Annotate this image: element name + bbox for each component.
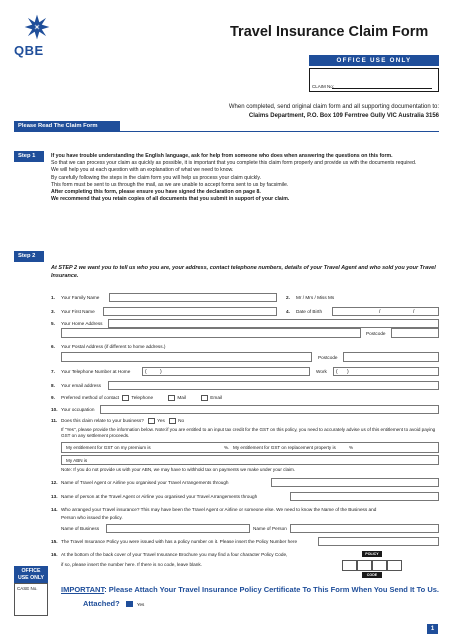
q5-label: Your Home Address [61,321,103,326]
q13-label: Name of person at the Travel Agent or Airline you organised your Travel Arrangements through [61,494,258,499]
q4-row [286,309,322,315]
q12-label: Name of Travel Agent or Airline you organised your Travel Arrangements through [61,480,229,485]
paren: ( [145,369,147,375]
q15-row [51,539,297,545]
read-carefully-bar: Please Read The Claim Form Carefully [14,121,120,131]
attached-label: Attached? [83,599,120,608]
family-name-input[interactable] [109,293,277,302]
divider [14,131,439,132]
contact-mail-label: Mail [177,395,186,401]
q13-number: 13. [51,494,58,499]
contact-email-label: Email [210,395,223,401]
title-options[interactable]: Mr / Mrs / Miss Ms [296,295,335,300]
code-badge: CODE [362,572,382,578]
sidebar-office-line2: USE ONLY [17,574,45,581]
postal-postcode-label: Postcode [318,355,338,360]
paren: ) [347,369,349,375]
step1-instructions [51,153,439,203]
q4-label: Date of Birth [296,309,323,314]
work-phone-label: Work [316,369,327,374]
sidebar-office-line1: OFFICE [21,567,41,574]
q7-number: 7. [51,369,55,374]
q13-row [51,494,257,500]
qbe-logo [14,14,64,59]
business-name-label: Name of Business [61,526,100,531]
abn-input[interactable] [61,455,439,465]
q2-row [286,295,334,301]
step2-tab: Step 2 [14,251,44,261]
q1-number: 1. [51,295,55,300]
case-number-box[interactable] [14,583,48,616]
q10-number: 10. [51,407,58,412]
q15-label: The Travel Insurance Policy you were issued with has a policy number on it. Please insert the Policy Number here [61,539,298,544]
q5-number: 5. [51,321,55,326]
divider [14,161,44,162]
work-phone-input[interactable] [333,367,439,376]
send-line-1: When completed, send original claim form and all supporting documentation to: [228,104,439,110]
travel-agent-person-input[interactable] [290,492,439,501]
instruction-p6: After completing this form, please ensure you have signed the declaration on page 8. [51,189,261,196]
gst-entitlement-box[interactable] [61,442,439,453]
contact-telephone-checkbox[interactable] [122,395,129,401]
pct-label: %. [224,445,230,450]
q11-row [51,418,184,424]
email-input[interactable] [108,381,439,390]
q1-row [51,295,99,301]
qbe-star-icon [24,14,50,40]
case-no-label: CASE No. [17,586,38,591]
q16-label-2: if so, please insert the number here. If there is no code, leave blank. [61,562,202,567]
policy-number-input[interactable] [318,537,439,546]
step2-intro: At STEP 2 we want you to tell us who you are, your address, contact telephone numbers, details of your Travel Agent and who sold you your Travel Insurance. [51,265,436,279]
attached-yes-checkbox[interactable] [126,601,133,607]
q9-number: 9. [51,395,55,401]
q2-number: 2. [286,295,290,300]
page-number: 1 [427,624,438,634]
q11-number: 11. [51,418,58,424]
dob-separator: / [379,309,381,315]
travel-agent-input[interactable] [271,478,439,487]
q14-row [51,507,376,513]
q16-number: 16. [51,552,58,557]
dob-input[interactable] [332,307,439,316]
q3-number: 3. [51,309,55,314]
q15-number: 15. [51,539,58,544]
q14-number: 14. [51,507,58,512]
q3-row [51,309,95,315]
code-char-box[interactable] [387,560,402,571]
q14-label: Who arranged your Travel insurance? This may have been the Travel Agent or Airline or someone else. We need to know the Name of the Business and [61,507,377,512]
abn-label: My ABN is [66,458,88,463]
gst-premium-label: My entitlement for GST on my premium is [66,445,151,450]
q7-label: Your Telephone Number at Home [61,369,131,374]
q5-row [51,321,103,327]
instruction-p2: So that we can process your claim as quickly as possible, it is important that you complete this claim form properly and provide us with the documents required. [51,160,417,167]
business-no-checkbox[interactable] [169,418,176,424]
instruction-p4: By carefully following the steps in the claim form you will help us process your claim quickly. [51,174,262,181]
business-yes-checkbox[interactable] [148,418,155,424]
office-use-header: OFFICE USE ONLY [309,55,439,66]
attached-yes-label: Yes [136,602,145,607]
claim-no-field[interactable] [332,88,432,89]
gst-note: If "Yes", please provide the information below. Note:if you are entitled to an input tax credit for the GST on this policy, you need to accurately advise us of this entitlement to avoid paying GST on any settlement proceeds. [61,427,436,439]
instruction-p5: This form must be sent to us through the mail, as we are unable to accept forms sent to us by facsimile. [51,181,289,188]
q8-row [51,383,101,389]
page-title: Travel Insurance Claim Form [230,24,429,40]
brand-name: QBE [14,43,44,58]
pct-label: % [349,445,354,450]
policy-code-input[interactable] [342,560,402,571]
send-address: Claims Department, P.O. Box 109 Ferntree Gully VIC Australia 3156 [248,112,439,119]
divider [14,261,44,262]
q8-number: 8. [51,383,55,388]
dob-separator: / [413,309,415,315]
home-postcode-input[interactable] [391,328,439,338]
person-name-input[interactable] [290,524,439,533]
q16-label: At the bottom of the back cover of your Travel Insurance Brochure you may find a four character Policy Code, [61,552,288,557]
paren: ( [336,369,338,375]
claim-number-box [309,68,439,92]
q9-label: Preferred method of contact [61,395,120,401]
q10-label: Your occupation [61,407,95,412]
q10-row [51,407,94,413]
home-address-input[interactable] [108,319,439,328]
q8-label: Your email address [61,383,101,388]
paren: ) [160,369,162,375]
postal-address-input[interactable] [61,352,312,362]
q14-label-2: Person who issued the policy. [61,515,123,520]
instruction-p3: We will help you at each question with an explanation of what we need to know. [51,167,234,174]
q4-number: 4. [286,309,290,314]
q3-label: Your First Name [61,309,95,314]
q12-number: 12. [51,480,58,485]
policy-badge: POLICY [362,551,382,557]
code-char-box[interactable] [342,560,357,571]
occupation-input[interactable] [100,405,439,414]
q9-row [51,395,222,401]
q6-number: 6. [51,344,55,349]
important-lead: IMPORTANT [61,585,105,594]
contact-mail-checkbox[interactable] [168,395,175,401]
q6-label: Your Postal Address (if different to home address.) [61,344,166,349]
home-phone-input[interactable] [142,367,310,376]
important-text: : Please Attach Your Travel Insurance Policy Certificate To This Form When You Send It To Us. [104,585,440,594]
first-name-input[interactable] [103,307,277,316]
contact-email-checkbox[interactable] [201,395,208,401]
instruction-p7: We recommend that you retain copies of all documents that you submit in support of your claim. [51,196,290,203]
step1-tab: Step 1 [14,151,44,161]
instruction-p1: If you have trouble understanding the English language, ask for help from someone who does when answering the questions on this form. [51,153,393,159]
postal-postcode-input[interactable] [343,352,439,362]
business-name-input[interactable] [106,524,250,533]
q7-row [51,369,130,375]
q1-label: Your Family Name [61,295,100,300]
claim-no-label: CLAIM No: [312,83,335,89]
home-address-input-line2[interactable] [61,328,361,338]
gst-replacement-label: My entitlement for GST on replacement property is [233,445,336,450]
q16-row [51,552,287,558]
important-notice [61,584,439,610]
person-name-label: Name of Person [253,526,287,531]
code-char-box[interactable] [372,560,387,571]
mailing-instructions [229,103,439,120]
q11-label: Does this claim relate to your business? [61,418,144,424]
q6-row [51,344,165,350]
code-char-box[interactable] [357,560,372,571]
contact-telephone-label: Telephone [131,395,154,401]
abn-note: Note: If you do not provide us with your ABN, we may have to withhold tax on payments we make under your claim. [61,467,296,472]
business-yes-label: Yes [157,418,165,424]
home-postcode-label: Postcode [366,331,386,336]
sidebar-office-use [14,566,48,583]
q12-row [51,480,229,486]
business-no-label: No [178,418,185,424]
